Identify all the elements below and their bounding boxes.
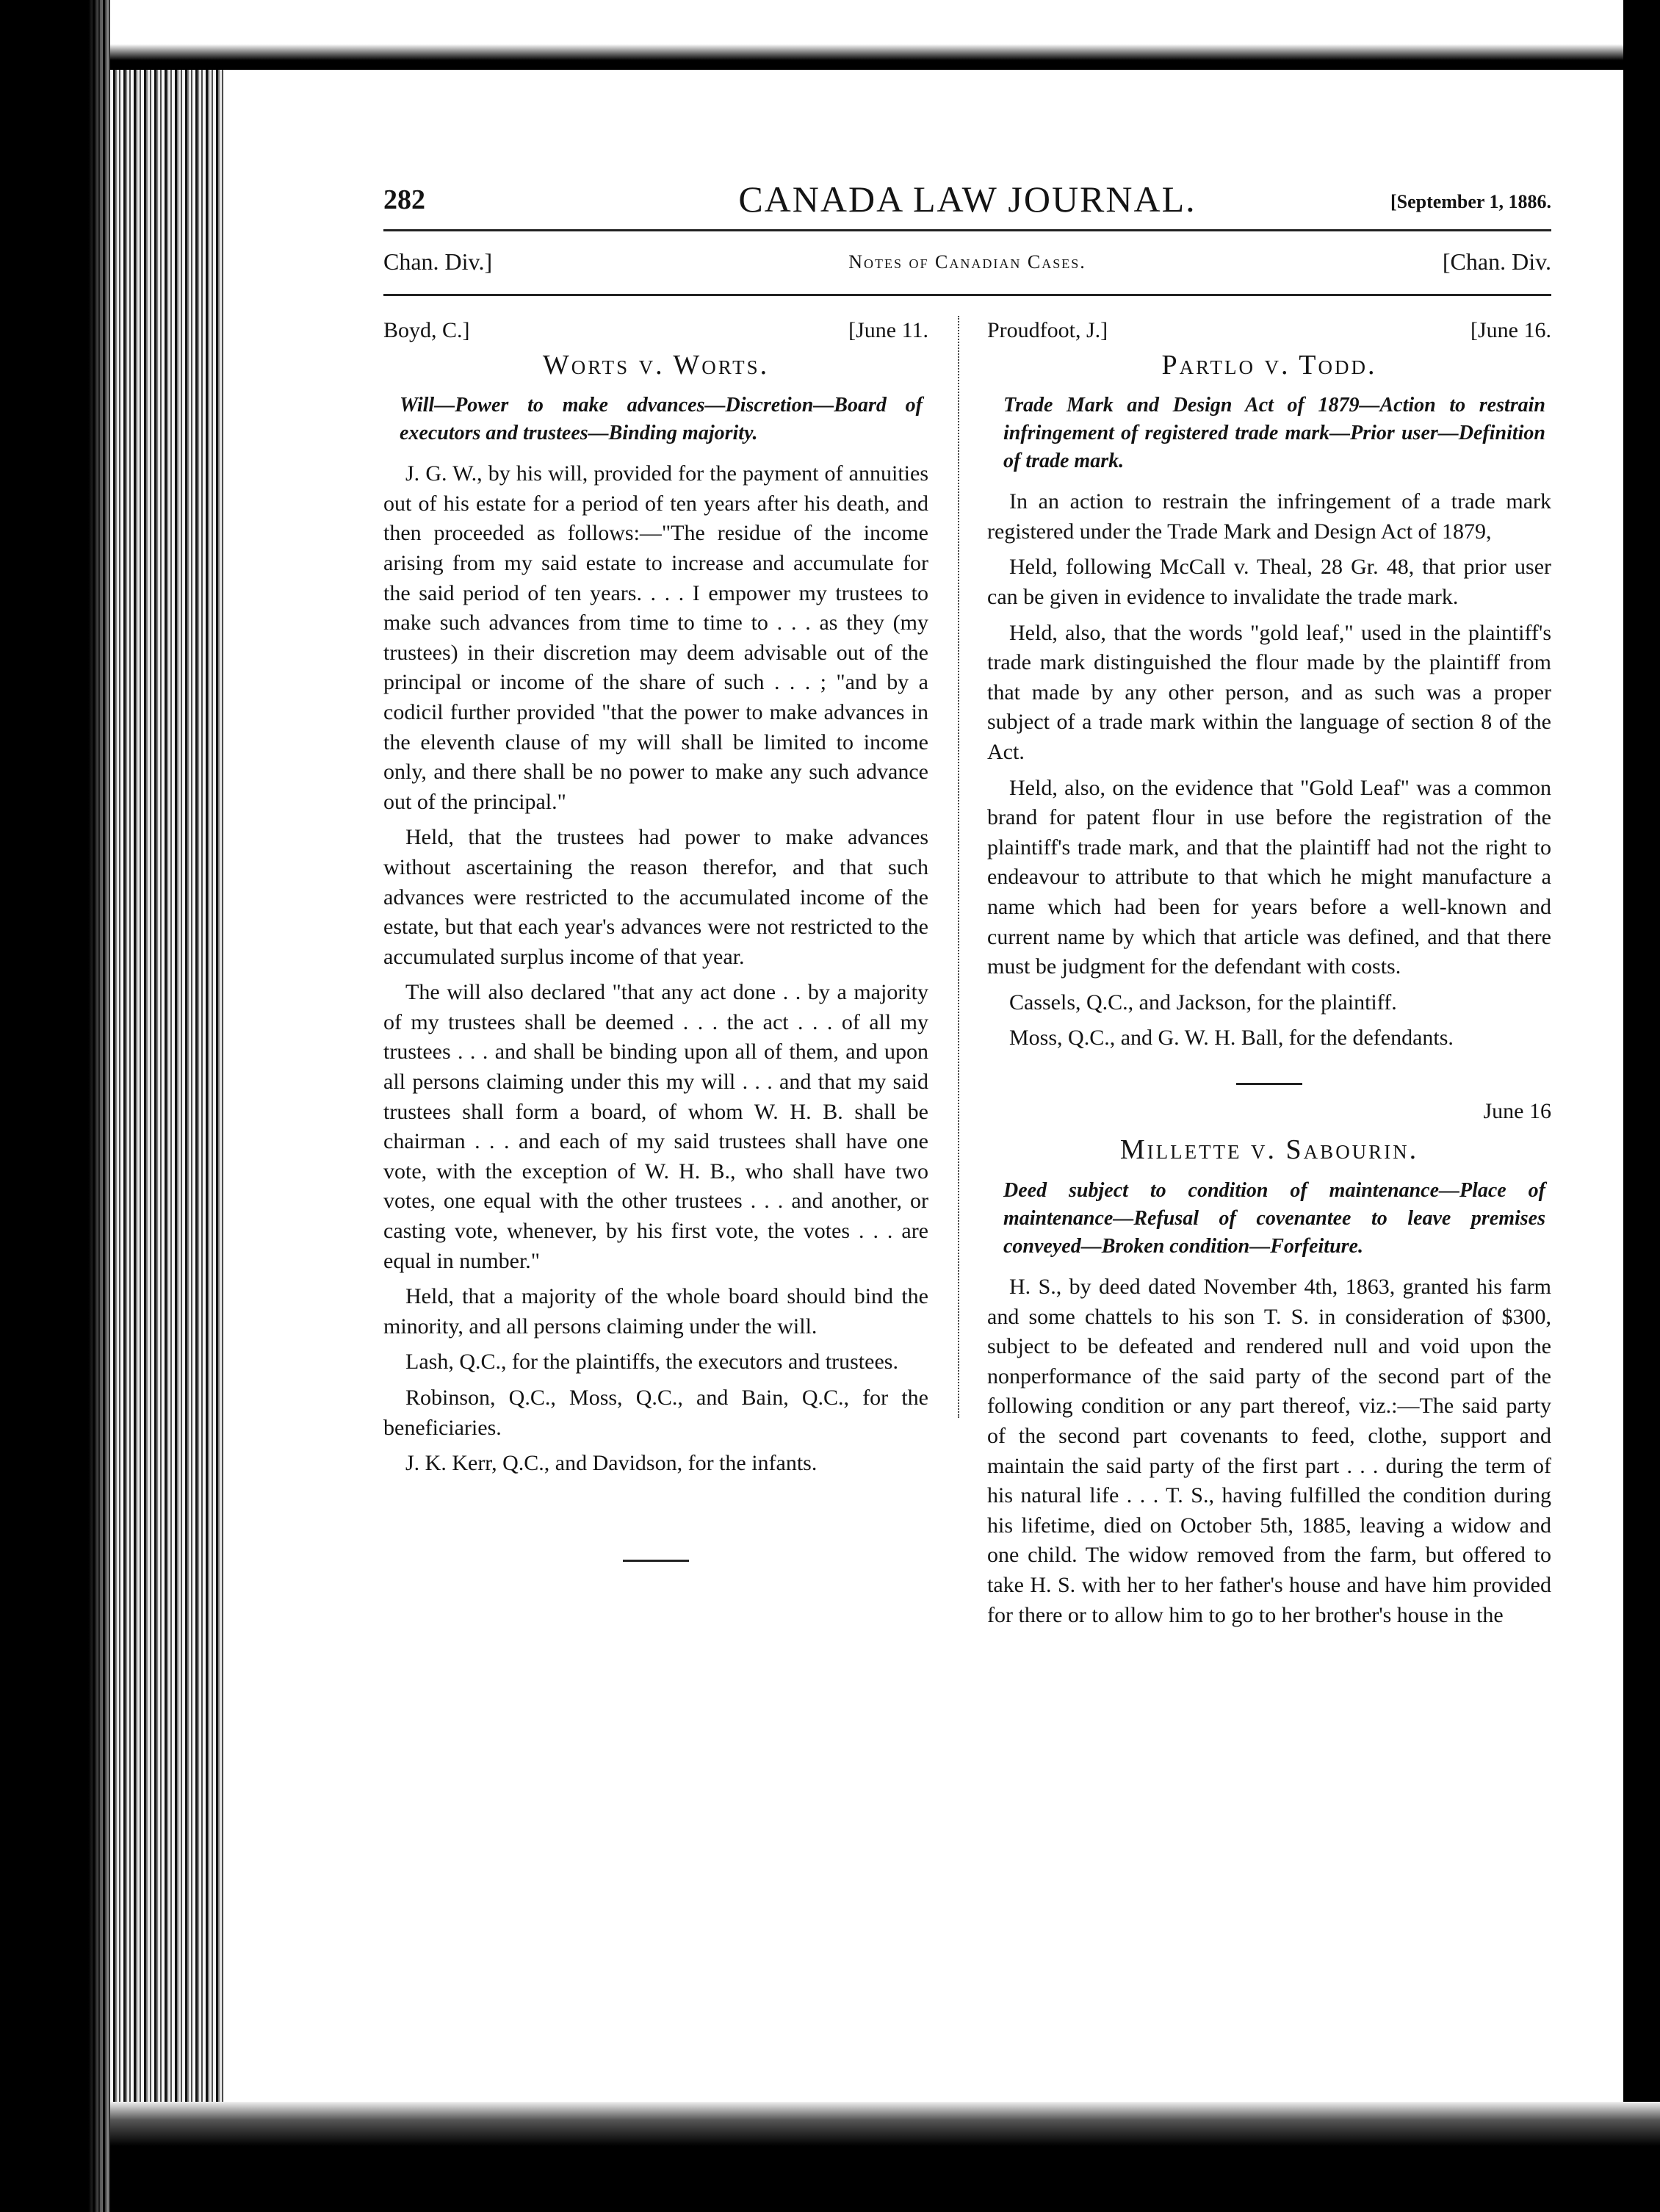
headnote: Will—Power to make advances—Discretion—Board of executors and trustees—Binding majority. — [400, 394, 923, 445]
page-number: 282 — [383, 184, 425, 215]
paragraph: Held, following McCall v. Theal, 28 Gr. 48, that prior user can be given in evidence to invalidate the trade mark. — [987, 555, 1551, 609]
judge-name: Boyd, C.] — [383, 318, 470, 342]
paragraph: Held, also, on the evidence that "Gold Leaf" was a common brand for patent flour in use before the registration of the plaintiff's trade mark, and that the plaintiff had not the right to endeavour to attribute to that which he might manufacture a name which had been for years before a well-known and current name by which that article was defined, and that there must be judgment for the defendant with costs. — [987, 775, 1551, 979]
subheader-rule — [383, 294, 1551, 296]
paragraph: H. S., by deed dated November 4th, 1863, granted his farm and some chattels to his son T. S. in consideration of $300, subject to be defeated and rendered null and void upon the nonperformance of the said party of the second part of the following condition or any part thereof, viz.:—The said party of the second part covenants to feed, clothe, support and maintain the said party of the first part . . . during the term of his natural life . . . T. S., having fulfilled the condition during his lifetime, died on October 5th, 1885, leaving a widow and one child. The widow removed from the farm, but offered to take H. S. with her to her father's house and have him provided for there or to allow him to go to her brother's house in the — [987, 1275, 1551, 1627]
paragraph: Held, also, that the words "gold leaf," used in the plaintiff's trade mark distinguished the flour made by the plaintiff from that made by any other person, and as such was a proper subject of a trade mark within the language of section 8 of the Act. — [987, 620, 1551, 764]
scan-top-edge — [110, 0, 1660, 70]
issue-date: [September 1, 1886. — [1390, 191, 1551, 212]
section-rule — [623, 1560, 689, 1562]
case-title: Millette v. Sabourin. — [1119, 1134, 1419, 1166]
paragraph: J. G. W., by his will, provided for the payment of annuities out of his estate for a period of ten years after his death, and then proceeded as follows:—"The residue of the income arising from my said estate to increase and accumulate for the said period of ten years. . . . I empower my trustees to make such advances from time to time to . . . as they (my trustees) in their discretion may deem advisable out of the principal or income of the share of such . . . ; "and by a codicil further provided "that the power to make advances in the eleventh clause of my will shall be limited to income only, and there shall be no power to make any such advance out of the principal." — [383, 461, 928, 814]
case-title: Partlo v. Todd. — [1161, 349, 1377, 381]
header-rule — [383, 229, 1551, 231]
headnote: Trade Mark and Design Act of 1879—Action to restrain infringement of registered trade mark—Prior user—Definition of trade mark. — [1003, 394, 1545, 473]
headnote: Deed subject to condition of maintenance—Place of maintenance—Refusal of covenantee to leave premises conveyed—Broken condition—Forfeiture. — [1003, 1179, 1545, 1258]
paragraph: Held, that a majority of the whole board should bind the minority, and all persons claiming under the will. — [383, 1284, 928, 1339]
case-header — [383, 316, 928, 346]
counsel-line: Cassels, Q.C., and Jackson, for the plaintiff. — [1009, 990, 1397, 1015]
journal-title: CANADA LAW JOURNAL. — [738, 179, 1197, 220]
column-divider — [958, 316, 959, 1418]
paragraph: In an action to restrain the infringement of a trade mark registered under the Trade Mark and Design Act of 1879, — [987, 489, 1551, 544]
case-date: June 16 — [1483, 1098, 1551, 1123]
division-right: [Chan. Div. — [1442, 248, 1551, 275]
case-header — [987, 316, 1551, 346]
paragraph: The will also declared "that any act done . . by a majority of my trustees shall be deemed . . . the act . . . of all my trustees . . . and shall be binding upon all of them, and upon all persons claiming under this my will . . . and that my said trustees shall form a board, of whom W. H. B. shall be chairman . . . and each of my said trustees shall have one vote, with the exception of W. H. B., who shall have two votes, one equal with the other trustees . . . and another, or casting vote, whenever, by his first vote, the votes . . . are equal in number." — [383, 980, 928, 1273]
counsel-line: Robinson, Q.C., Moss, Q.C., and Bain, Q.C., for the beneficiaries. — [383, 1386, 928, 1440]
scan-right-edge — [1623, 0, 1660, 2212]
division-left: Chan. Div.] — [383, 248, 493, 275]
counsel-line: Moss, Q.C., and G. W. H. Ball, for the defendants. — [1009, 1026, 1454, 1051]
section-rule — [1236, 1083, 1302, 1085]
scan-bottom-edge — [110, 2102, 1660, 2212]
case-title: Worts v. Worts. — [542, 349, 770, 381]
section-title: Notes of Canadian Cases. — [848, 251, 1086, 273]
scan-shadow — [0, 0, 110, 2212]
paragraph: Held, that the trustees had power to make advances without ascertaining the reason therefor, and that such advances were restricted to the accumulated income of the estate, but that each year's advances were not restricted to the accumulated surplus income of that year. — [383, 825, 928, 969]
case-date: [June 16. — [1470, 318, 1551, 342]
counsel-line: J. K. Kerr, Q.C., and Davidson, for the infants. — [405, 1451, 818, 1476]
right-column — [987, 316, 1551, 1636]
left-column — [383, 316, 928, 1574]
case-date: [June 11. — [848, 318, 928, 342]
judge-name: Proudfoot, J.] — [987, 318, 1108, 342]
counsel-line: Lash, Q.C., for the plaintiffs, the executors and trustees. — [405, 1350, 898, 1375]
